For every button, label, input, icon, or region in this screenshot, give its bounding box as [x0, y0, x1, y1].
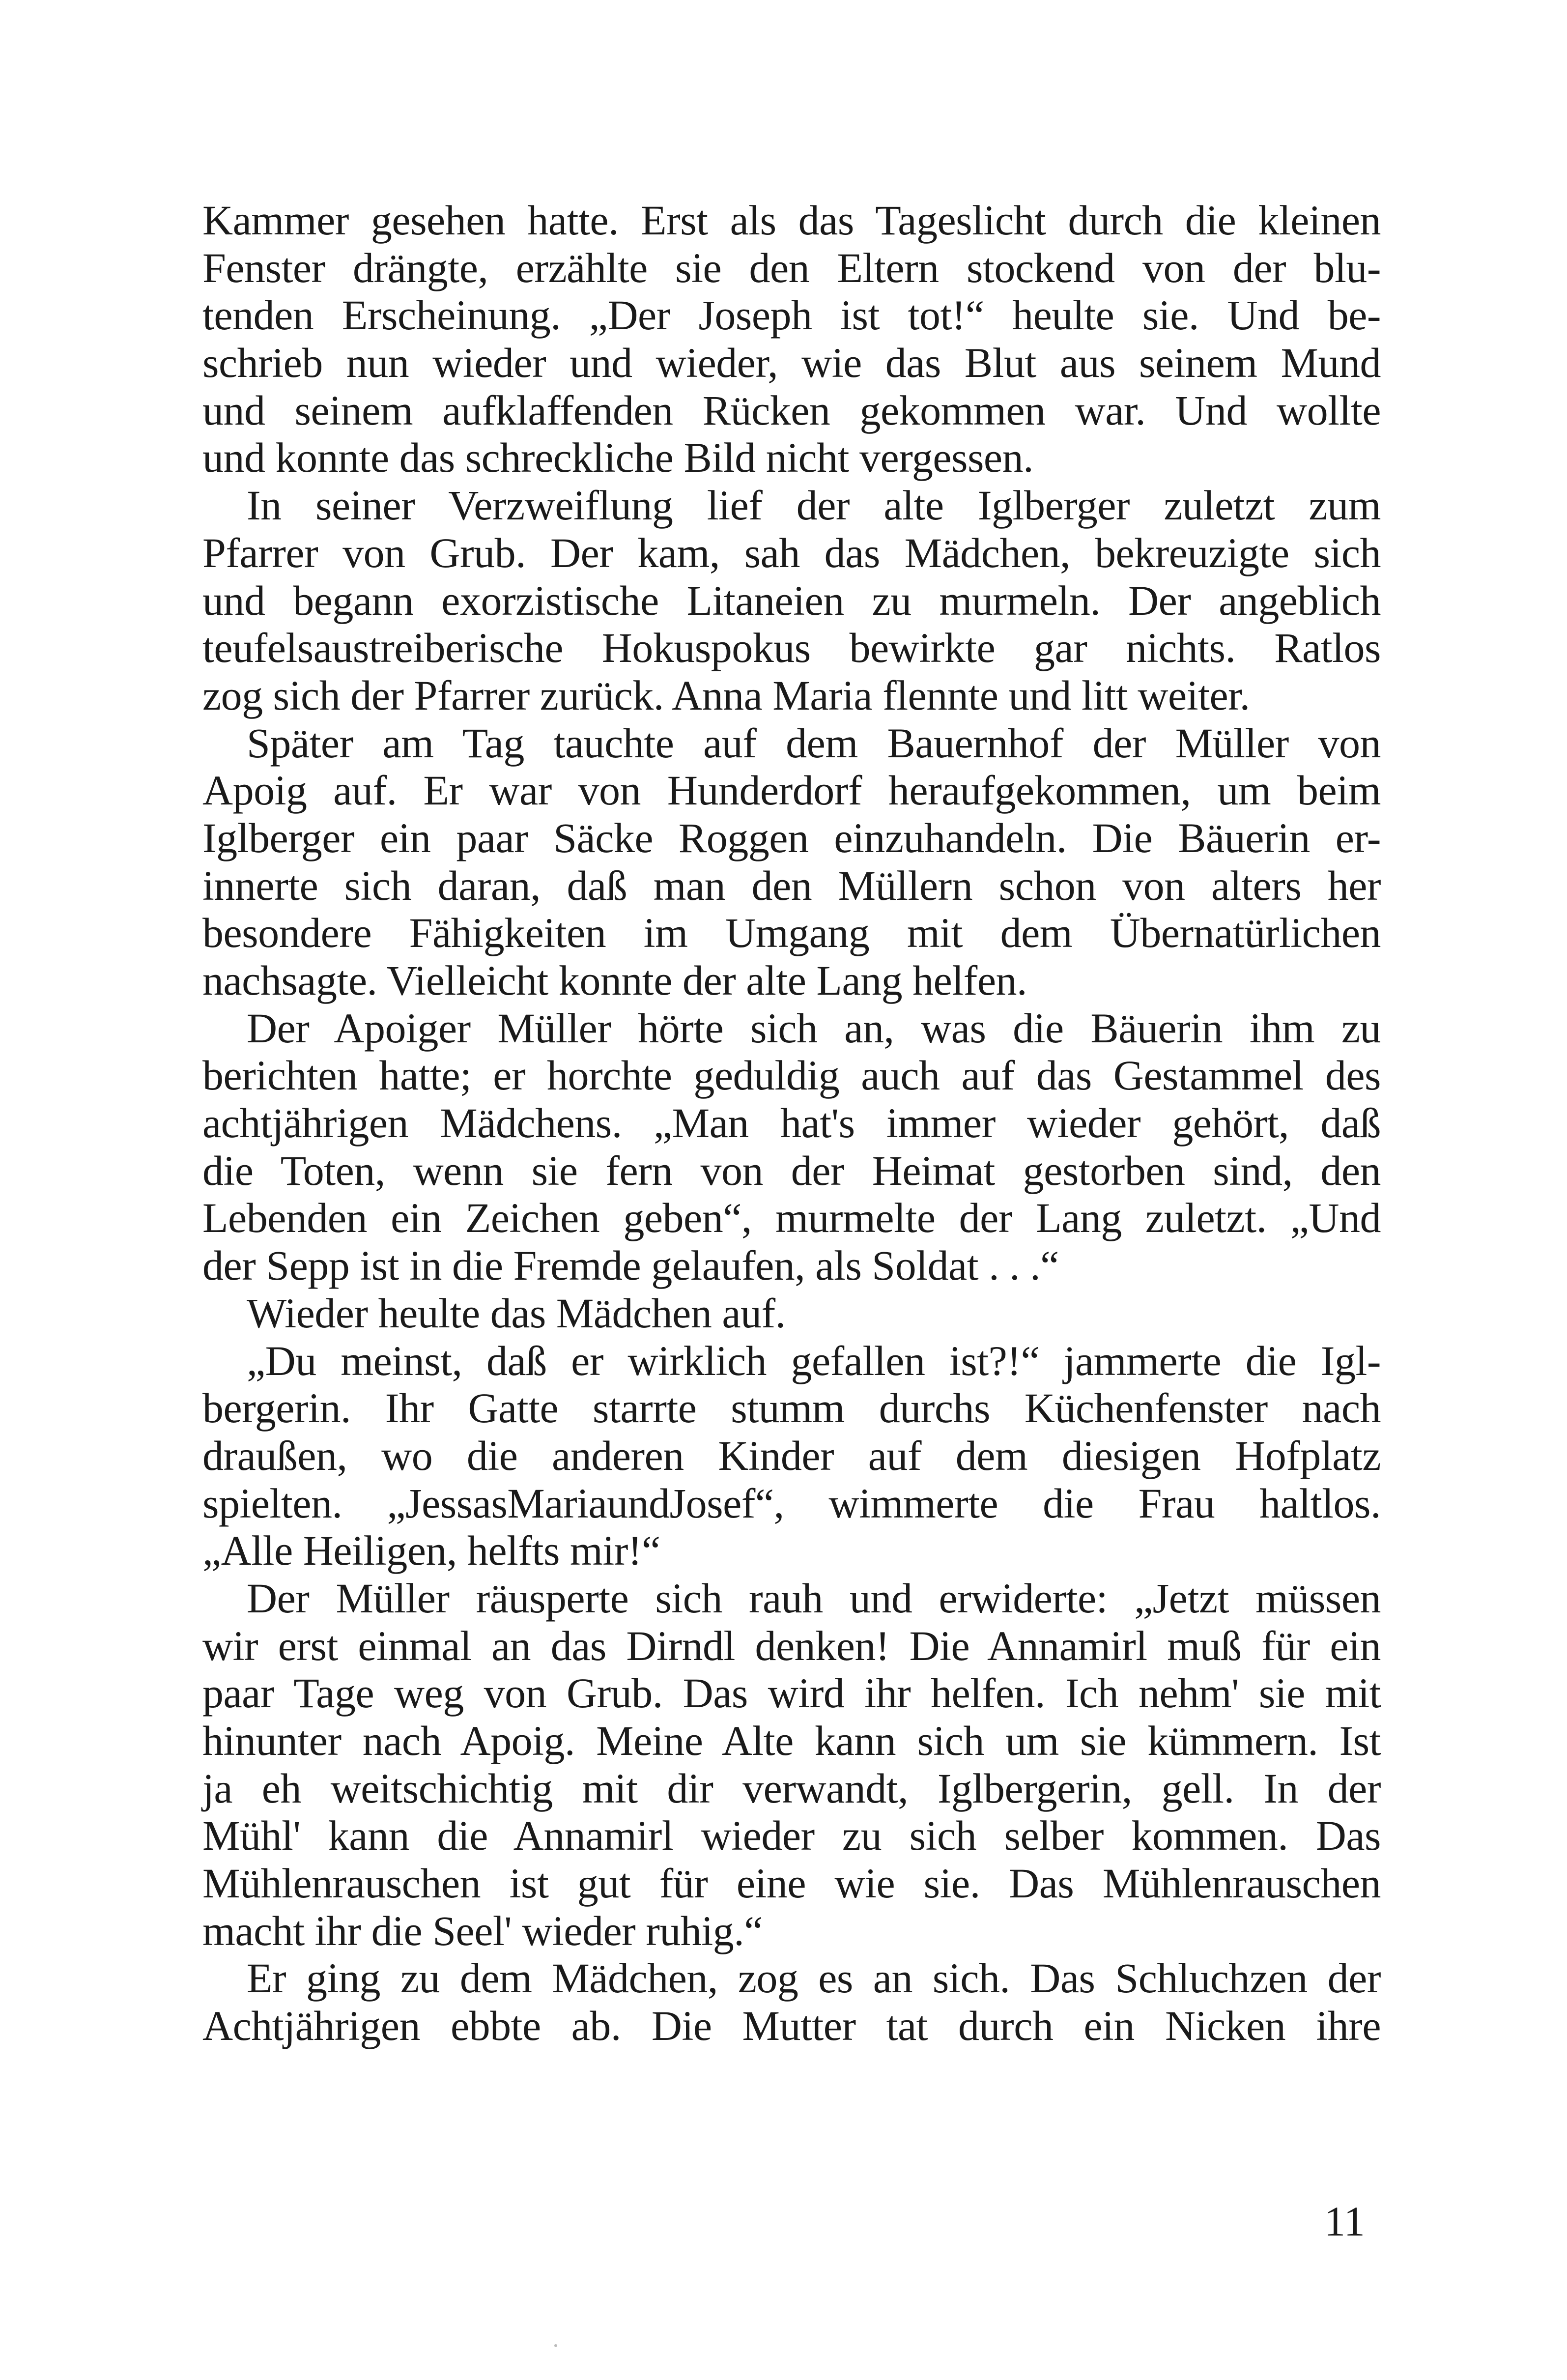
paragraph-first-line: In seiner Verzweiflung lief der alte Iglberger zuletzt zum — [247, 482, 1381, 529]
text-line: und konnte das schreckliche Bild nicht vergessen. — [202, 434, 1034, 482]
text-line: bergerin. Ihr Gatte starrte stumm durchs Küchenfenster nach — [202, 1384, 1381, 1432]
text-line: macht ihr die Seel' wieder ruhig.“ — [202, 1907, 763, 1954]
text-line: Lebenden ein Zeichen geben“, murmelte der Lang zuletzt. „Und — [202, 1194, 1381, 1242]
text-line: „Alle Heiligen, helfts mir!“ — [202, 1527, 660, 1575]
paragraph-first-line: Er ging zu dem Mädchen, zog es an sich. Das Schluchzen der — [247, 1954, 1381, 2002]
scan-speck — [554, 2344, 557, 2347]
text-line: die Toten, wenn sie fern von der Heimat gestorben sind, den — [202, 1147, 1381, 1194]
text-line: Apoig auf. Er war von Hunderdorf heraufgekommen, um beim — [202, 767, 1381, 814]
text-line: draußen, wo die anderen Kinder auf dem diesigen Hofplatz — [202, 1432, 1381, 1479]
text-line: der Sepp ist in die Fremde gelaufen, als Soldat . . .“ — [202, 1242, 1059, 1290]
text-line: teufelsaustreiberische Hokuspokus bewirkte gar nichts. Ratlos — [202, 624, 1381, 672]
paragraph-first-line: Wieder heulte das Mädchen auf. — [247, 1289, 786, 1337]
text-line: Kammer gesehen hatte. Erst als das Tageslicht durch die kleinen — [202, 197, 1381, 244]
text-line: Iglberger ein paar Säcke Roggen einzuhandeln. Die Bäuerin er- — [202, 814, 1381, 861]
text-line: wir erst einmal an das Dirndl denken! Die Annamirl muß für ein — [202, 1622, 1381, 1669]
paragraph-first-line: „Du meinst, daß er wirklich gefallen ist?!“ jammerte die Igl- — [247, 1337, 1381, 1384]
paragraph-first-line: Später am Tag tauchte auf dem Bauernhof der Müller von — [247, 719, 1381, 767]
text-line: Fenster drängte, erzählte sie den Eltern stockend von der blu- — [202, 244, 1381, 291]
text-line: spielten. „JessasMariaundJosef“, wimmerte die Frau haltlos. — [202, 1479, 1381, 1527]
text-line: Mühl' kann die Annamirl wieder zu sich selber kommen. Das — [202, 1812, 1381, 1860]
text-line: Mühlenrauschen ist gut für eine wie sie. Das Mühlenrauschen — [202, 1860, 1381, 1907]
text-line: Achtjährigen ebbte ab. Die Mutter tat durch ein Nicken ihre — [202, 2002, 1381, 2050]
text-line: zog sich der Pfarrer zurück. Anna Maria flennte und litt weiter. — [202, 671, 1250, 719]
text-line: schrieb nun wieder und wieder, wie das Blut aus seinem Mund — [202, 339, 1381, 387]
text-line: tenden Erscheinung. „Der Joseph ist tot!“ heulte sie. Und be- — [202, 291, 1381, 339]
text-line: besondere Fähigkeiten im Umgang mit dem Übernatürlichen — [202, 909, 1381, 957]
paragraph-first-line: Der Apoiger Müller hörte sich an, was die Bäuerin ihm zu — [247, 1004, 1381, 1052]
text-line: Pfarrer von Grub. Der kam, sah das Mädchen, bekreuzigte sich — [202, 529, 1381, 576]
page-number: 11 — [1324, 2198, 1365, 2245]
text-line: nachsagte. Vielleicht konnte der alte Lang helfen. — [202, 957, 1027, 1004]
text-line: und begann exorzistische Litaneien zu murmeln. Der angeblich — [202, 576, 1381, 624]
body-text — [202, 197, 1381, 2050]
text-line: und seinem aufklaffenden Rücken gekommen war. Und wollte — [202, 386, 1381, 434]
text-line: achtjährigen Mädchens. „Man hat's immer wieder gehört, daß — [202, 1099, 1381, 1147]
text-line: hinunter nach Apoig. Meine Alte kann sich um sie kümmern. Ist — [202, 1717, 1381, 1764]
text-line: paar Tage weg von Grub. Das wird ihr helfen. Ich nehm' sie mit — [202, 1669, 1381, 1717]
text-line: innerte sich daran, daß man den Müllern schon von alters her — [202, 861, 1381, 909]
text-line: berichten hatte; er horchte geduldig auch auf das Gestammel des — [202, 1052, 1381, 1099]
text-line: ja eh weitschichtig mit dir verwandt, Iglbergerin, gell. In der — [202, 1764, 1381, 1812]
paragraph-first-line: Der Müller räusperte sich rauh und erwiderte: „Jetzt müssen — [247, 1574, 1381, 1622]
